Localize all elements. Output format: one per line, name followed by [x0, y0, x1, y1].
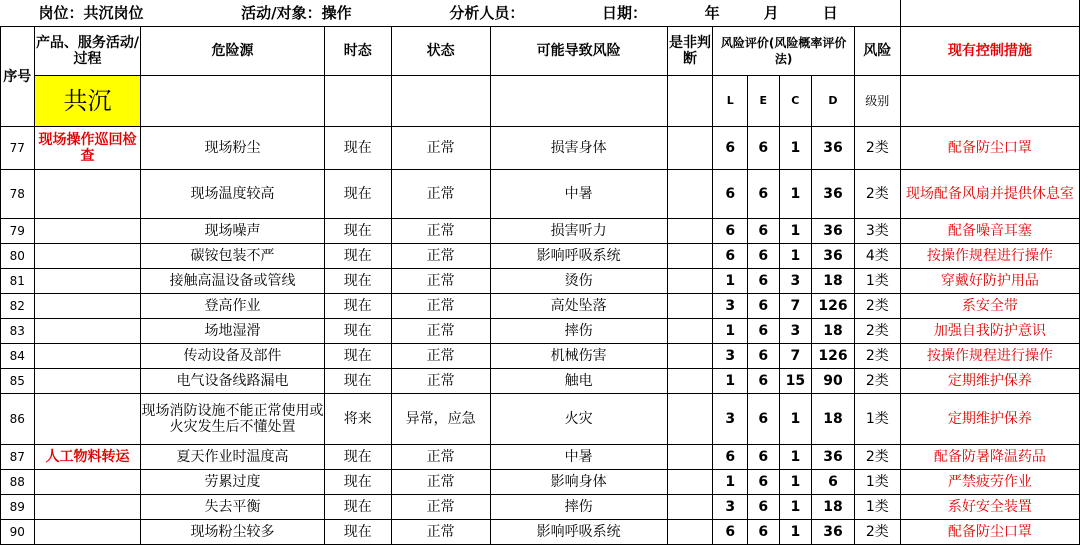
col-seq: 序号	[1, 27, 35, 127]
row-hazard: 接触高温设备或管线	[141, 269, 324, 294]
header-row	[1, 27, 1080, 76]
row-control: 严禁疲劳作业	[900, 470, 1079, 495]
row-control: 系安全带	[900, 294, 1079, 319]
row-level: 2类	[854, 170, 900, 219]
row-hazard: 现场粉尘	[141, 127, 324, 170]
row-control: 定期维护保养	[900, 394, 1079, 445]
row-state: 正常	[391, 244, 490, 269]
row-level: 2类	[854, 369, 900, 394]
row-level: 4类	[854, 244, 900, 269]
row-risk: 烫伤	[490, 269, 667, 294]
row-C: 7	[779, 344, 812, 369]
row-E: 6	[748, 294, 780, 319]
row-judge	[667, 219, 713, 244]
row-judge	[667, 520, 713, 545]
row-L: 1	[713, 369, 748, 394]
row-L: 6	[713, 445, 748, 470]
row-tense: 现在	[324, 127, 391, 170]
row-tense: 现在	[324, 269, 391, 294]
row-judge	[667, 269, 713, 294]
row-level: 1类	[854, 269, 900, 294]
col-eval: 风险评价(风险概率评价法)	[713, 27, 854, 76]
row-L: 3	[713, 394, 748, 445]
row-hazard: 劳累过度	[141, 470, 324, 495]
row-control: 系好安全装置	[900, 495, 1079, 520]
row-D: 126	[812, 294, 855, 319]
row-hazard: 传动设备及部件	[141, 344, 324, 369]
row-risk: 影响呼吸系统	[490, 244, 667, 269]
row-C: 1	[779, 470, 812, 495]
row-seq: 82	[1, 294, 35, 319]
row-activity	[34, 294, 141, 319]
row-tense: 现在	[324, 294, 391, 319]
row-state: 异常，应急	[391, 394, 490, 445]
row-E: 6	[748, 470, 780, 495]
row-hazard: 现场消防设施不能正常使用或火灾发生后不懂处置	[141, 394, 324, 445]
row-L: 3	[713, 344, 748, 369]
row-C: 1	[779, 244, 812, 269]
row-tense: 现在	[324, 495, 391, 520]
row-control: 定期维护保养	[900, 369, 1079, 394]
row-state: 正常	[391, 219, 490, 244]
row-D: 18	[812, 394, 855, 445]
row-L: 6	[713, 520, 748, 545]
row-risk: 摔伤	[490, 495, 667, 520]
row-D: 36	[812, 219, 855, 244]
row-seq: 86	[1, 394, 35, 445]
row-activity	[34, 170, 141, 219]
row-control: 按操作规程进行操作	[900, 244, 1079, 269]
row-E: 6	[748, 127, 780, 170]
row-E: 6	[748, 369, 780, 394]
row-judge	[667, 470, 713, 495]
row-L: 6	[713, 170, 748, 219]
month-label: 月	[763, 4, 779, 22]
row-E: 6	[748, 244, 780, 269]
col-hazard: 危险源	[141, 27, 324, 76]
row-E: 6	[748, 495, 780, 520]
row-control: 穿戴好防护用品	[900, 269, 1079, 294]
col-product: 产品、服务活动/过程	[34, 27, 141, 76]
row-C: 3	[779, 269, 812, 294]
row-D: 36	[812, 127, 855, 170]
row-C: 3	[779, 319, 812, 344]
row-L: 6	[713, 219, 748, 244]
position-label: 岗位：共沉岗位	[38, 4, 144, 22]
row-control: 配备防尘口罩	[900, 127, 1079, 170]
row-risk: 触电	[490, 369, 667, 394]
row-D: 36	[812, 520, 855, 545]
row-seq: 87	[1, 445, 35, 470]
job-label: 共沉	[34, 76, 141, 127]
row-risk: 中暑	[490, 170, 667, 219]
row-C: 7	[779, 294, 812, 319]
table-row	[1, 319, 1080, 344]
table-row	[1, 394, 1080, 445]
table-row	[1, 127, 1080, 170]
row-level: 1类	[854, 470, 900, 495]
year-label: 年	[704, 4, 720, 22]
row-state: 正常	[391, 269, 490, 294]
row-state: 正常	[391, 319, 490, 344]
row-activity	[34, 520, 141, 545]
row-activity	[34, 319, 141, 344]
row-E: 6	[748, 269, 780, 294]
row-activity	[34, 219, 141, 244]
row-C: 1	[779, 170, 812, 219]
row-risk: 火灾	[490, 394, 667, 445]
row-D: 126	[812, 344, 855, 369]
row-risk: 损害听力	[490, 219, 667, 244]
row-judge	[667, 127, 713, 170]
row-state: 正常	[391, 369, 490, 394]
row-C: 1	[779, 445, 812, 470]
table-row	[1, 520, 1080, 545]
row-C: 1	[779, 520, 812, 545]
row-risk: 影响身体	[490, 470, 667, 495]
day-label: 日	[822, 4, 838, 22]
row-seq: 84	[1, 344, 35, 369]
table-row	[1, 244, 1080, 269]
col-C: C	[779, 76, 812, 127]
row-seq: 90	[1, 520, 35, 545]
row-activity: 现场操作巡回检查	[34, 127, 141, 170]
row-hazard: 电气设备线路漏电	[141, 369, 324, 394]
row-state: 正常	[391, 470, 490, 495]
row-level: 3类	[854, 219, 900, 244]
row-tense: 现在	[324, 445, 391, 470]
row-hazard: 失去平衡	[141, 495, 324, 520]
table-row	[1, 170, 1080, 219]
row-seq: 83	[1, 319, 35, 344]
row-state: 正常	[391, 344, 490, 369]
row-level: 2类	[854, 520, 900, 545]
row-E: 6	[748, 344, 780, 369]
col-judge: 是非判断	[667, 27, 713, 76]
row-C: 1	[779, 127, 812, 170]
row-seq: 78	[1, 170, 35, 219]
row-state: 正常	[391, 495, 490, 520]
row-L: 3	[713, 495, 748, 520]
row-control: 配备防尘口罩	[900, 520, 1079, 545]
row-tense: 现在	[324, 520, 391, 545]
row-control: 配备噪音耳塞	[900, 219, 1079, 244]
row-risk: 机械伤害	[490, 344, 667, 369]
row-activity	[34, 495, 141, 520]
date-label: 日期：	[601, 4, 647, 22]
row-tense: 现在	[324, 244, 391, 269]
row-hazard: 碳铵包装不严	[141, 244, 324, 269]
row-activity	[34, 369, 141, 394]
row-tense: 现在	[324, 344, 391, 369]
row-activity	[34, 470, 141, 495]
row-activity	[34, 244, 141, 269]
col-E: E	[748, 76, 780, 127]
row-risk: 影响呼吸系统	[490, 520, 667, 545]
row-E: 6	[748, 170, 780, 219]
table-row	[1, 294, 1080, 319]
col-D: D	[812, 76, 855, 127]
row-risk: 损害身体	[490, 127, 667, 170]
row-D: 36	[812, 445, 855, 470]
row-level: 2类	[854, 319, 900, 344]
row-seq: 88	[1, 470, 35, 495]
activity-label: 活动/对象：操作	[241, 4, 352, 22]
row-L: 1	[713, 269, 748, 294]
row-judge	[667, 495, 713, 520]
row-C: 1	[779, 219, 812, 244]
row-D: 6	[812, 470, 855, 495]
row-L: 3	[713, 294, 748, 319]
row-E: 6	[748, 319, 780, 344]
table-row	[1, 369, 1080, 394]
row-hazard: 现场噪声	[141, 219, 324, 244]
row-hazard: 登高作业	[141, 294, 324, 319]
row-D: 18	[812, 495, 855, 520]
row-E: 6	[748, 520, 780, 545]
row-tense: 将来	[324, 394, 391, 445]
row-level: 1类	[854, 394, 900, 445]
row-C: 1	[779, 495, 812, 520]
row-state: 正常	[391, 294, 490, 319]
row-level: 2类	[854, 127, 900, 170]
row-state: 正常	[391, 445, 490, 470]
row-L: 1	[713, 470, 748, 495]
row-level: 2类	[854, 445, 900, 470]
row-C: 1	[779, 394, 812, 445]
row-hazard: 夏天作业时温度高	[141, 445, 324, 470]
row-L: 1	[713, 319, 748, 344]
row-level: 2类	[854, 294, 900, 319]
row-level: 2类	[854, 344, 900, 369]
row-state: 正常	[391, 127, 490, 170]
row-D: 18	[812, 319, 855, 344]
row-state: 正常	[391, 520, 490, 545]
row-D: 36	[812, 170, 855, 219]
row-control: 现场配备风扇并提供休息室	[900, 170, 1079, 219]
row-judge	[667, 294, 713, 319]
title-blank	[900, 0, 1079, 27]
row-activity: 人工物料转运	[34, 445, 141, 470]
row-E: 6	[748, 445, 780, 470]
row-risk: 摔伤	[490, 319, 667, 344]
row-seq: 79	[1, 219, 35, 244]
col-state: 状态	[391, 27, 490, 76]
row-seq: 80	[1, 244, 35, 269]
row-judge	[667, 344, 713, 369]
table-row	[1, 269, 1080, 294]
table-row	[1, 344, 1080, 369]
row-control: 配备防暑降温药品	[900, 445, 1079, 470]
row-risk: 高处坠落	[490, 294, 667, 319]
row-L: 6	[713, 244, 748, 269]
row-D: 90	[812, 369, 855, 394]
table-row	[1, 219, 1080, 244]
row-D: 36	[812, 244, 855, 269]
col-level2: 级别	[854, 76, 900, 127]
row-seq: 77	[1, 127, 35, 170]
row-judge	[667, 445, 713, 470]
row-judge	[667, 394, 713, 445]
row-judge	[667, 170, 713, 219]
analyst-label: 分析人员：	[449, 4, 525, 22]
col-tense: 时态	[324, 27, 391, 76]
row-state: 正常	[391, 170, 490, 219]
row-tense: 现在	[324, 369, 391, 394]
table-row	[1, 445, 1080, 470]
row-tense: 现在	[324, 219, 391, 244]
row-tense: 现在	[324, 170, 391, 219]
row-level: 1类	[854, 495, 900, 520]
row-seq: 85	[1, 369, 35, 394]
row-E: 6	[748, 394, 780, 445]
title-row	[1, 0, 1080, 27]
row-seq: 89	[1, 495, 35, 520]
row-judge	[667, 319, 713, 344]
row-risk: 中暑	[490, 445, 667, 470]
table-row	[1, 495, 1080, 520]
row-hazard: 现场温度较高	[141, 170, 324, 219]
row-control: 加强自我防护意识	[900, 319, 1079, 344]
col-control: 现有控制措施	[900, 27, 1079, 76]
row-activity	[34, 394, 141, 445]
row-hazard: 现场粉尘较多	[141, 520, 324, 545]
row-judge	[667, 244, 713, 269]
row-E: 6	[748, 219, 780, 244]
row-L: 6	[713, 127, 748, 170]
col-L: L	[713, 76, 748, 127]
row-judge	[667, 369, 713, 394]
subheader-row	[1, 76, 1080, 127]
row-seq: 81	[1, 269, 35, 294]
row-activity	[34, 344, 141, 369]
row-tense: 现在	[324, 470, 391, 495]
table-row	[1, 470, 1080, 495]
row-hazard: 场地湿滑	[141, 319, 324, 344]
col-risk: 可能导致风险	[490, 27, 667, 76]
row-control: 按操作规程进行操作	[900, 344, 1079, 369]
row-C: 15	[779, 369, 812, 394]
col-level: 风险	[854, 27, 900, 76]
row-activity	[34, 269, 141, 294]
row-D: 18	[812, 269, 855, 294]
row-tense: 现在	[324, 319, 391, 344]
